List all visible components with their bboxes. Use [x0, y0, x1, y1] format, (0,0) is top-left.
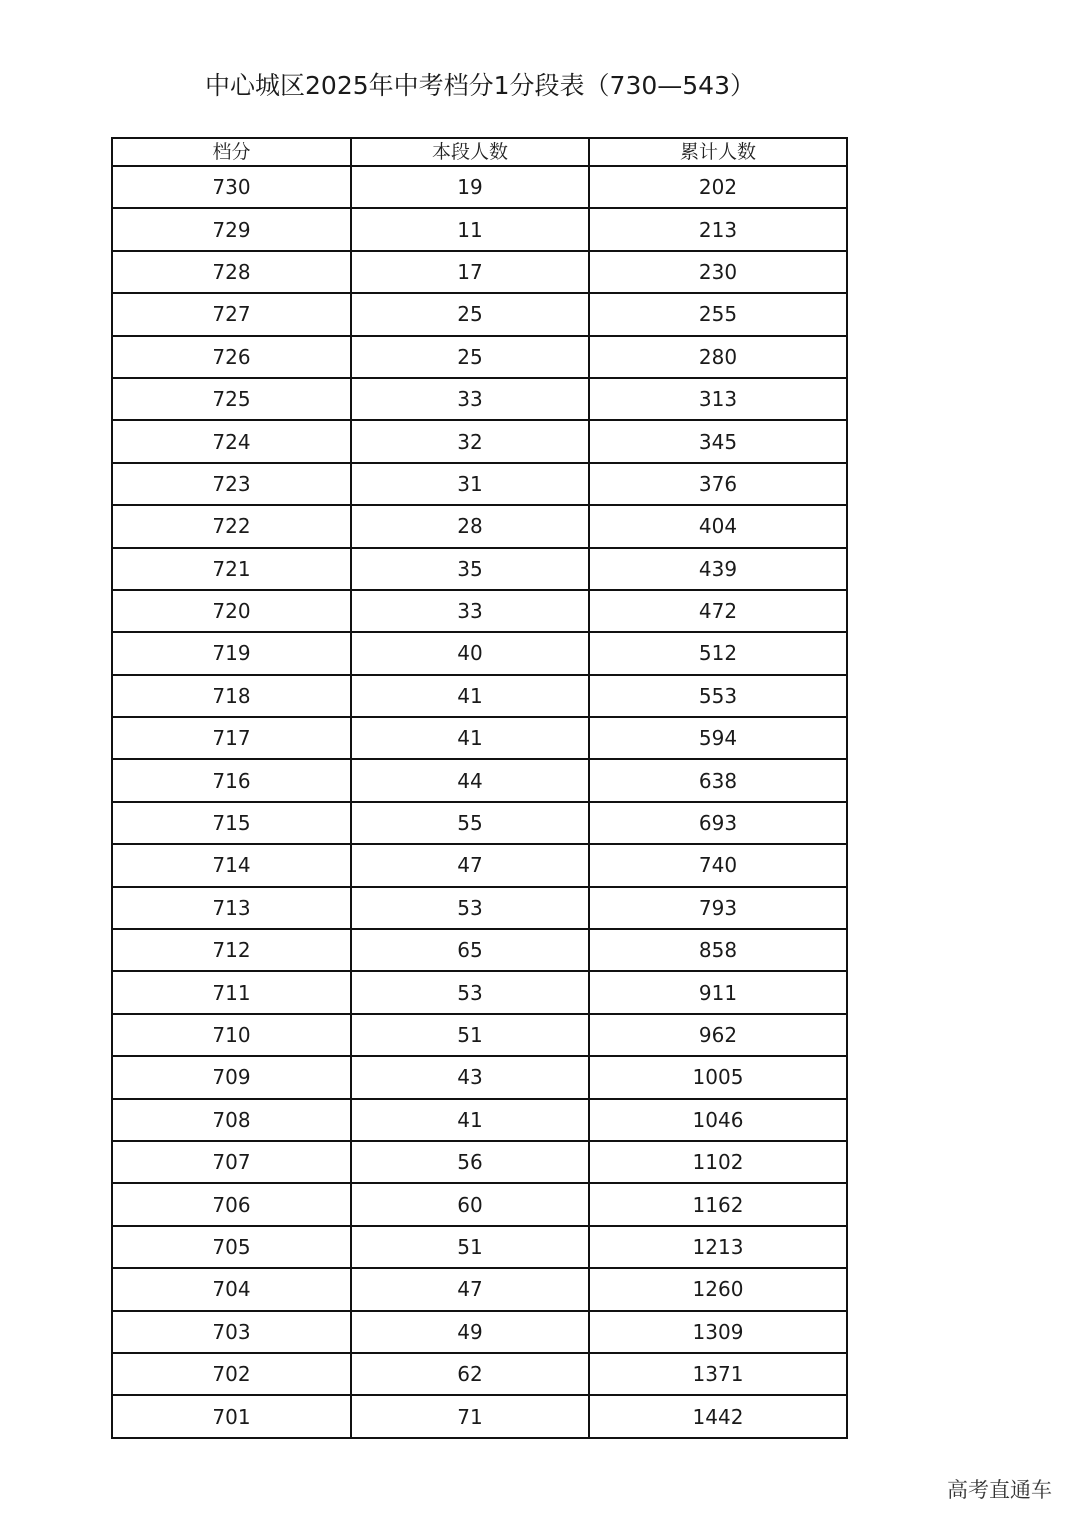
cumulative-count-cell: 638	[589, 759, 847, 801]
score-cell: 728	[112, 251, 351, 293]
table-row	[112, 1056, 847, 1098]
table-row	[112, 336, 847, 378]
score-cell: 703	[112, 1311, 351, 1353]
cumulative-count-cell: 1162	[589, 1183, 847, 1225]
cumulative-count-cell: 1371	[589, 1353, 847, 1395]
table-row	[112, 1183, 847, 1225]
score-cell: 726	[112, 336, 351, 378]
table-row	[112, 1353, 847, 1395]
segment-count-cell: 62	[351, 1353, 589, 1395]
cumulative-count-cell: 1046	[589, 1099, 847, 1141]
table-row	[112, 1014, 847, 1056]
cumulative-count-cell: 1102	[589, 1141, 847, 1183]
cumulative-count-cell: 404	[589, 505, 847, 547]
score-cell: 725	[112, 378, 351, 420]
table-row	[112, 1099, 847, 1141]
table-row	[112, 208, 847, 250]
segment-count-cell: 53	[351, 971, 589, 1013]
table-row	[112, 844, 847, 886]
score-cell: 704	[112, 1268, 351, 1310]
segment-count-cell: 43	[351, 1056, 589, 1098]
segment-count-cell: 25	[351, 293, 589, 335]
score-cell: 708	[112, 1099, 351, 1141]
cumulative-count-cell: 553	[589, 675, 847, 717]
cumulative-count-cell: 740	[589, 844, 847, 886]
table-row	[112, 505, 847, 547]
score-cell: 705	[112, 1226, 351, 1268]
segment-count-cell: 35	[351, 548, 589, 590]
segment-count-cell: 49	[351, 1311, 589, 1353]
segment-count-cell: 41	[351, 717, 589, 759]
cumulative-count-cell: 1213	[589, 1226, 847, 1268]
segment-count-cell: 55	[351, 802, 589, 844]
segment-count-cell: 65	[351, 929, 589, 971]
table-row	[112, 293, 847, 335]
cumulative-count-cell: 1309	[589, 1311, 847, 1353]
table-row	[112, 632, 847, 674]
table-row	[112, 548, 847, 590]
cumulative-count-cell: 472	[589, 590, 847, 632]
table-row	[112, 1268, 847, 1310]
table-row	[112, 1311, 847, 1353]
segment-count-cell: 19	[351, 166, 589, 208]
score-cell: 702	[112, 1353, 351, 1395]
score-table	[111, 137, 848, 1439]
score-cell: 710	[112, 1014, 351, 1056]
segment-count-cell: 47	[351, 1268, 589, 1310]
cumulative-count-cell: 230	[589, 251, 847, 293]
score-cell: 701	[112, 1395, 351, 1437]
cumulative-count-cell: 345	[589, 420, 847, 462]
score-cell: 716	[112, 759, 351, 801]
table-row	[112, 166, 847, 208]
score-cell: 718	[112, 675, 351, 717]
cumulative-count-cell: 1442	[589, 1395, 847, 1437]
segment-count-cell: 53	[351, 887, 589, 929]
header-segment-count: 本段人数	[351, 138, 589, 166]
segment-count-cell: 56	[351, 1141, 589, 1183]
segment-count-cell: 41	[351, 675, 589, 717]
score-cell: 709	[112, 1056, 351, 1098]
cumulative-count-cell: 439	[589, 548, 847, 590]
table-row	[112, 251, 847, 293]
score-cell: 706	[112, 1183, 351, 1225]
cumulative-count-cell: 693	[589, 802, 847, 844]
table-row	[112, 971, 847, 1013]
segment-count-cell: 71	[351, 1395, 589, 1437]
table-row	[112, 590, 847, 632]
table-row	[112, 420, 847, 462]
cumulative-count-cell: 255	[589, 293, 847, 335]
table-row	[112, 1141, 847, 1183]
header-cumulative-count: 累计人数	[589, 138, 847, 166]
cumulative-count-cell: 793	[589, 887, 847, 929]
segment-count-cell: 47	[351, 844, 589, 886]
watermark: 高考直通车	[947, 1478, 1052, 1502]
score-cell: 730	[112, 166, 351, 208]
segment-count-cell: 44	[351, 759, 589, 801]
table-row	[112, 929, 847, 971]
table-row	[112, 463, 847, 505]
segment-count-cell: 60	[351, 1183, 589, 1225]
score-cell: 712	[112, 929, 351, 971]
segment-count-cell: 51	[351, 1226, 589, 1268]
segment-count-cell: 40	[351, 632, 589, 674]
score-cell: 714	[112, 844, 351, 886]
table-row	[112, 1395, 847, 1437]
segment-count-cell: 33	[351, 590, 589, 632]
segment-count-cell: 28	[351, 505, 589, 547]
table-body	[112, 166, 847, 1438]
segment-count-cell: 41	[351, 1099, 589, 1141]
score-cell: 711	[112, 971, 351, 1013]
cumulative-count-cell: 962	[589, 1014, 847, 1056]
table-header-row	[112, 138, 847, 166]
score-cell: 723	[112, 463, 351, 505]
score-cell: 713	[112, 887, 351, 929]
cumulative-count-cell: 594	[589, 717, 847, 759]
score-cell: 707	[112, 1141, 351, 1183]
score-cell: 715	[112, 802, 351, 844]
score-cell: 720	[112, 590, 351, 632]
segment-count-cell: 31	[351, 463, 589, 505]
score-cell: 724	[112, 420, 351, 462]
score-cell: 729	[112, 208, 351, 250]
cumulative-count-cell: 1005	[589, 1056, 847, 1098]
cumulative-count-cell: 858	[589, 929, 847, 971]
table-row	[112, 675, 847, 717]
page-title: 中心城区2025年中考档分1分段表（730—543）	[205, 71, 755, 100]
score-cell: 727	[112, 293, 351, 335]
segment-count-cell: 11	[351, 208, 589, 250]
cumulative-count-cell: 1260	[589, 1268, 847, 1310]
cumulative-count-cell: 376	[589, 463, 847, 505]
score-cell: 722	[112, 505, 351, 547]
cumulative-count-cell: 202	[589, 166, 847, 208]
segment-count-cell: 25	[351, 336, 589, 378]
table-row	[112, 378, 847, 420]
segment-count-cell: 32	[351, 420, 589, 462]
segment-count-cell: 17	[351, 251, 589, 293]
score-cell: 717	[112, 717, 351, 759]
cumulative-count-cell: 512	[589, 632, 847, 674]
table-row	[112, 759, 847, 801]
cumulative-count-cell: 213	[589, 208, 847, 250]
cumulative-count-cell: 911	[589, 971, 847, 1013]
cumulative-count-cell: 313	[589, 378, 847, 420]
header-score: 档分	[112, 138, 351, 166]
table-row	[112, 1226, 847, 1268]
score-cell: 721	[112, 548, 351, 590]
segment-count-cell: 33	[351, 378, 589, 420]
cumulative-count-cell: 280	[589, 336, 847, 378]
table-row	[112, 717, 847, 759]
table-row	[112, 802, 847, 844]
table-row	[112, 887, 847, 929]
score-cell: 719	[112, 632, 351, 674]
segment-count-cell: 51	[351, 1014, 589, 1056]
